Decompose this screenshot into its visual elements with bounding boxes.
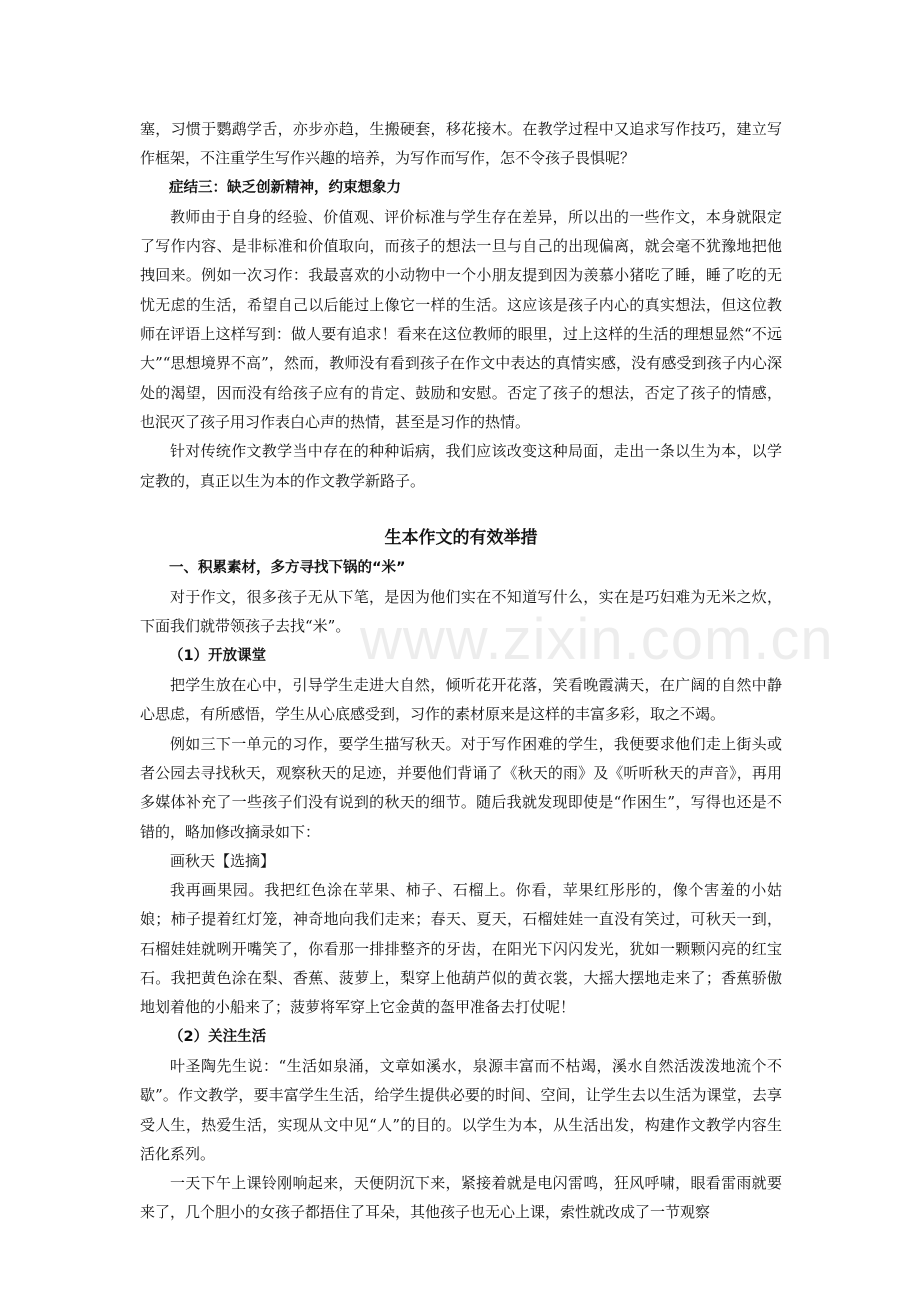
subsection-heading: （2）关注生活 — [169, 1028, 267, 1045]
watermark: www.zixin.com.cn — [360, 607, 834, 672]
excerpt-title: 画秋天【选摘】 — [170, 851, 276, 870]
paragraph: 把学生放在心中，引导学生走进大自然，倾听花开花落，笑看晚霞满天，在广阔的自然中静心思虑，有所感悟，学生从心底感受到，习作的素材原来是这样的丰富多彩，取之不竭。 — [140, 676, 782, 724]
paragraph: 塞，习惯于鹦鹉学舌，亦步亦趋，生搬硬套，移花接木。在教学过程中又追求写作技巧，建立写作框架，不注重学生写作兴趣的培养，为写作而写作，怎不令孩子畏惧呢？ — [140, 120, 782, 168]
paragraph: 例如三下一单元的习作，要学生描写秋天。对于写作困难的学生，我便要求他们走上街头或者公园去寻找秋天，观察秋天的足迹，并要他们背诵了《秋天的雨》及《听听秋天的声音》，再用多媒体补充了一些孩子们没有说到的秋天的细节。随后我就发现即使是“作困生”，写得也还是不错的，略加修改摘录如下： — [140, 734, 782, 841]
paragraph: 教师由于自身的经验、价值观、评价标准与学生存在差异，所以出的一些作文，本身就限定了写作内容、是非标准和价值取向，而孩子的想法一旦与自己的出现偏离，就会毫不犹豫地把他拽回来。例如一次习作：我最喜欢的小动物中一个小朋友提到因为羡慕小猪吃了睡，睡了吃的无忧无虑的生活，希望自己以后能过上像它一样的生活。这应该是孩子内心的真实想法，但这位教师在评语上这样写到：做人要有追求！看来在这位教师的眼里，过上这样的生活的理想显然“不远大”“思想境界不高”，然而，教师没有看到孩子在作文中表达的真情实感，没有感受到孩子内心深处的渴望，因而没有给孩子应有的肯定、鼓励和安慰。否定了孩子的想法，否定了孩子的情感，也泯灭了孩子用习作表白心声的热情，甚至是习作的热情。 — [140, 207, 782, 431]
paragraph: 一天下午上课铃刚响起来，天便阴沉下来，紧接着就是电闪雷鸣，狂风呼啸，眼看雷雨就要来了，几个胆小的女孩子都捂住了耳朵，其他孩子也无心上课，索性就改成了一节观察 — [140, 1174, 782, 1222]
paragraph: 针对传统作文教学当中存在的种种诟病，我们应该改变这种局面，走出一条以生为本，以学定教的，真正以生为本的作文教学新路子。 — [140, 442, 782, 490]
paragraph: 对于作文，很多孩子无从下笔，是因为他们实在不知道写什么，实在是巧妇难为无米之炊，下面我们就带领孩子去找“米”。 — [140, 588, 782, 636]
excerpt-text: 我再画果园。我把红色涂在苹果、柿子、石榴上。你看，苹果红彤彤的，像个害羞的小姑娘；柿子提着红灯笼，神奇地向我们走来；春天、夏天，石榴娃娃一直没有笑过，可秋天一到，石榴娃娃就咧开嘴笑了，你看那一排排整齐的牙齿，在阳光下闪闪发光，犹如一颗颗闪亮的红宝石。我把黄色涂在梨、香蕉、菠萝上，梨穿上他葫芦似的黄衣裳，大摇大摆地走来了；香蕉骄傲地划着他的小船来了；菠萝将军穿上它金黄的盔甲准备去打仗呢！ — [140, 881, 782, 1017]
paragraph: 叶圣陶先生说：“生活如泉涌，文章如溪水，泉源丰富而不枯竭，溪水自然活泼泼地流个不歇”。作文教学，要丰富学生生活，给学生提供必要的时间、空间，让学生去以生活为课堂，去享受人生，热爱生活，实现从文中见“人”的目的。以学生为本，从生活出发，构建作文教学内容生活化系列。 — [140, 1056, 782, 1163]
document-page — [140, 115, 782, 1228]
subsection-heading: （1）开放课堂 — [169, 647, 267, 664]
page-title: 生本作文的有效举措 — [384, 527, 538, 548]
section-heading: 症结三：缺乏创新精神，约束想象力 — [169, 179, 401, 196]
section-heading: 一、积累素材，多方寻找下锅的“米” — [169, 559, 406, 576]
